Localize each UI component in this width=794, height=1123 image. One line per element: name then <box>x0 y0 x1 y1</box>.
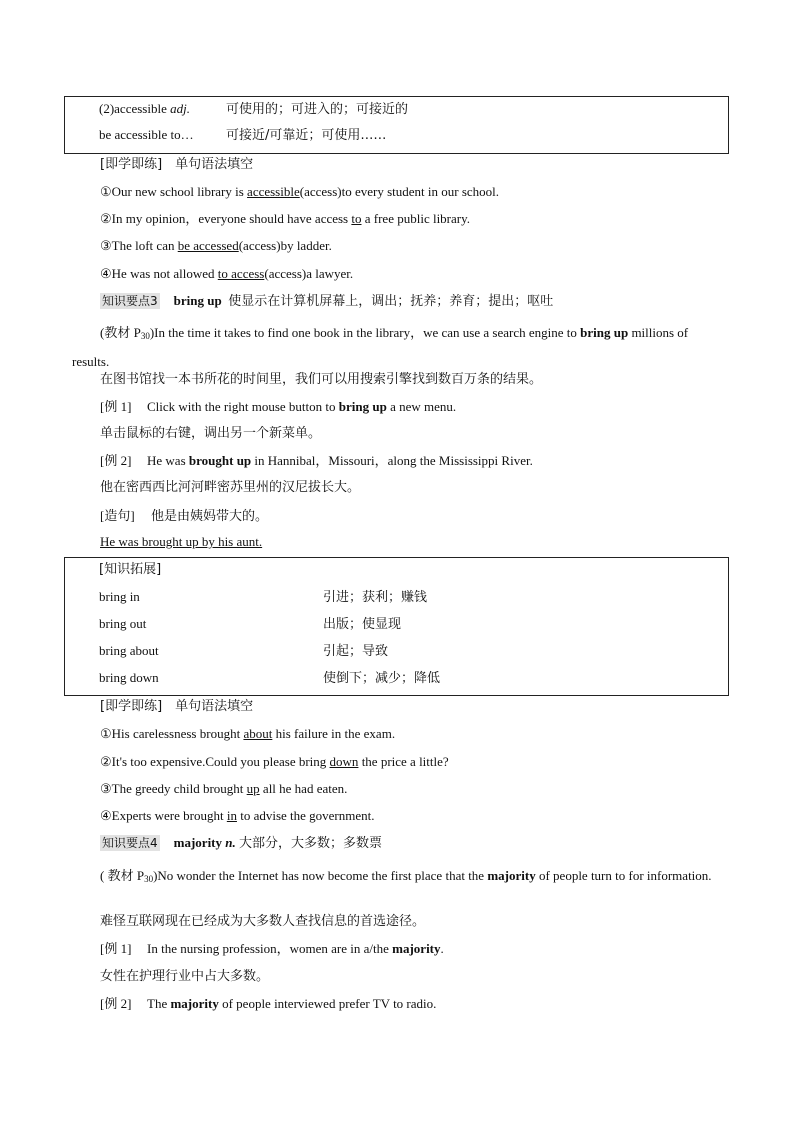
answer-blank: to <box>351 211 362 226</box>
box-row-accessible-adj: (2)accessible adj. 可使用的；可进入的；可接近的 <box>99 101 409 117</box>
practice-title-2: [即学即练] 单句语法填空 <box>100 699 254 714</box>
point-tag: 知识要点4 <box>102 836 158 850</box>
practice-title-1: [即学即练] 单句语法填空 <box>100 157 254 172</box>
point4-source-sentence: ( 教材 $P_{30})No$ wonder the Internet has now become the first place that the majority of people turn to for information. <box>100 868 712 884</box>
point4-example-1: [例 1] In the nursing profession，women are in a/the majority. <box>100 941 444 956</box>
practice2-item-2: ②It's too expensive.Could you please bring down the price a little? <box>100 754 449 769</box>
knowledge-expansion-box <box>64 557 729 696</box>
answer-blank: to access <box>217 266 265 281</box>
expansion-row: bring in 引进；获利；赚钱 <box>99 589 428 605</box>
headword: bring up <box>173 293 222 308</box>
point4-example-1-cn: 女性在护理行业中占大多数。 <box>100 969 270 984</box>
practice2-item-1: ①His carelessness brought about his failure in the exam. <box>100 726 396 741</box>
box-row-accessible-to: be accessible to… 可接近/可靠近；可使用…… <box>99 127 387 143</box>
point3-make-sentence: [造句] 他是由姨妈带大的。 <box>100 508 269 524</box>
point3-example-1-cn: 单击鼠标的右键，调出另一个新菜单。 <box>100 426 322 441</box>
answer-blank: about <box>243 726 273 741</box>
answer-blank: accessible <box>247 184 300 199</box>
expansion-row: bring about 引起；导致 <box>99 643 389 659</box>
point3-translation: 在图书馆找一本书所花的时间里，我们可以用搜索引擎找到数百万条的结果。 <box>100 372 543 387</box>
practice2-item-3: ③The greedy child brought up all he had eaten. <box>100 781 348 796</box>
practice1-item-2: ②In my opinion，everyone should have access to a free public library. <box>100 211 471 226</box>
headword: majority <box>173 835 223 850</box>
vocab-box-accessible <box>64 96 729 154</box>
practice1-item-1: ①Our new school library is accessible(access)to every student in our school. <box>100 184 500 199</box>
expansion-row: bring out 出版；使显现 <box>99 616 402 632</box>
point3-example-2-cn: 他在密西西比河河畔密苏里州的汉尼拔长大。 <box>100 480 361 495</box>
point3-example-1: [例 1] Click with the right mouse button to bring up a new menu. <box>100 399 457 414</box>
point4-translation: 难怪互联网现在已经成为大多数人查找信息的首选途径。 <box>100 914 426 929</box>
point3-example-2: [例 2] He was brought up in Hannibal，Missouri，along the Mississippi River. <box>100 453 533 468</box>
answer-blank: in <box>226 808 237 823</box>
point-tag: 知识要点3 <box>102 294 158 308</box>
practice1-item-4: ④He was not allowed to access(access)a lawyer. <box>100 266 354 281</box>
expansion-row: bring down 使倒下；减少；降低 <box>99 670 441 686</box>
answer-blank: up <box>246 781 260 796</box>
expansion-title: [知识拓展] <box>99 562 162 577</box>
point3-make-sentence-answer: He was brought up by his aunt. <box>100 534 263 549</box>
answer-blank: be accessed <box>177 238 239 253</box>
practice2-item-4: ④Experts were brought in to advise the government. <box>100 808 375 823</box>
answer-blank: down <box>329 754 359 769</box>
knowledge-point-3-heading: 知识要点3 bring up 使显示在计算机屏幕上，调出；抚养；养育；提出；呕吐 <box>102 293 554 309</box>
knowledge-point-4-heading: 知识要点4 majority n. 大部分，大多数；多数票 <box>102 835 383 851</box>
practice1-item-3: ③The loft can be accessed(access)by ladder. <box>100 238 332 253</box>
point4-example-2: [例 2] The majority of people interviewed prefer TV to radio. <box>100 996 437 1011</box>
point3-source-sentence: (教材 $P_{30})In$ the time it takes to find one book in the library，we can use a search engine to bring up millions of results. <box>72 325 689 369</box>
